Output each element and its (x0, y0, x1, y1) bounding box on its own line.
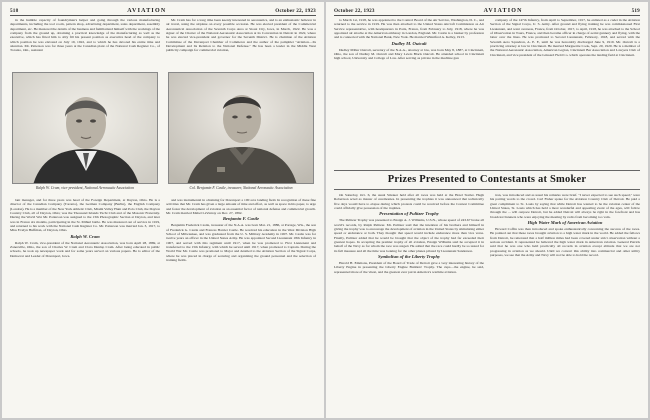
subhead-liberty-trophy: Symbolism of the Liberty Trophy (377, 254, 441, 260)
right-date: October 22, 1923 (334, 7, 375, 14)
left-page-number: 518 (10, 7, 19, 14)
left-col2-lower-text: and was instrumental in obtaining for Davenport a 100 acre landing field. In recognition of these fine activities that Mr. Cram has given a large amount of time and effort, as well as space in his paper, to urge and foster the development of aviation as an essential factor of national defense and commercial growth. Mr. Cram married Mabel LaVarnay on Dec. 27, 1892. Benjamin F. Castle Benjamin Frederick Castle, treasurer of the N.A.A. was born Mar. 21, 1886, at Portage, Wis., the son of Frederick G. Castle and Frances Harriet Castle. He received his education in the West Division High School of Milwaukee, and was graduated from the U. S. Military Academy in 1907. Mr. Castle was for twelve years an officer in the United States Army. He was appointed Second Lieutenant 18th Infantry in 1907, and served with this regiment until 1917, when he was promoted to First Lieutenant and transferred to the 15th Infantry, with which he served until 1917, when promoted to Captain. During the World War Mr. Castle was promoted to Major and detailed to the Aviation Section of the Signal Corps, where he was placed in charge of securing and organizing the ground personnel and the selection of training fields. (166, 198, 316, 263)
headline-rule-bottom (334, 189, 640, 190)
caption-benjamin-castle: Col. Benjamin F. Castle, treasurer, National Aeronautic Association (189, 186, 293, 190)
left-date: October 22, 1923 (275, 7, 316, 14)
left-col1-lower-text: lant manager, and for three years was head of the Foreign Department, at Dayton, Ohio. He is a director of the Canadian Company (Toronto), the German Company (Berlin), the English Company (London). He is a member of the New York Athletic Club, Miami Valley Hunt and Polo Club, the Dayton Country Club, all of Dayton, Ohio; was the Thousand Islands Yacht Club and of the Masonic Fraternity. During the World War Mr. Patterson was assigned to the 13th Photographic Section at Dayton, and later was in France six months, participating in the St. Mihiel battle. He was mustered out of service in 1919, and returned to his work with the National Cash Register Co. Mr. Patterson was married Jan. 3, 1917, to Miss Evelyn Huffman, of Dayton, Ohio. Ralph W. Cram Ralph W. Cram, vice-president of the National Aeronautic Association, was born April 28, 1869, at Zanesville, Ohio, the son of Charles W. Cram and Clara Dunlap Cram. After being educated in public schools, he took up newspaper work and for some years served on various papers. He is editor of the Democrat and Leader of Davenport, Iowa. (10, 198, 160, 258)
right-page (326, 2, 648, 418)
left-page (2, 2, 324, 418)
subhead-ralph-cram: Ralph W. Cram (70, 233, 100, 239)
photo-ralph-cram (12, 72, 158, 184)
headline-rule-top (334, 170, 640, 171)
right-col1-lower-text: On Saturday, Oct. 6, the usual Smoker held after all races was held at the Hotel Statler. Hugh Robertson acted as master of ceremonies. In presenting the trophies it was announced that technically five days would have to elapse during which protests could be received before the Contest Committee could officially give possession of the trophies. Presentation of Pulitzer Trophy The Pulitzer Trophy was presented to Ensign A. J. Williams, U.S.N., whose speed of 243.67 broke all world's records, by Ralph Pulitzer. Mr. Pulitzer said that the intention of his brothers and himself in giving the trophy was to encourage the development of aviation in the United States by stimulating either speed or endurance or both. They thought that speed would include endurance more than vice versa. Finally, Pulitzer added that he would be brought that the object of the trophy had far exceeded their greatest hopes. In accepting the premier trophy of all aviation, Ensign Williams said he accepted it in behalf of the Navy as for whom the race was staged. He added that the race could hardly be so tested for its full measure and all the time was looking for the other planes piloted by Lieutenant Sanderson. Symbolism of the Liberty Trophy Harold H. Emmons, President of the Board of Trade of Detroit gave a very interesting history of the Liberty Engine in presenting the Liberty Engine Builders' Trophy. The cups—the engine, he said, represented more of the vitest, and the greatest ever put in America's wartime aviation. (334, 193, 484, 274)
left-head-rule (10, 15, 316, 16)
left-masthead: AVIATION (127, 7, 167, 14)
caption-ralph-cram: Ralph W. Cram, vice-president, National Aeronautic Association (35, 186, 135, 190)
right-running-head (334, 6, 640, 15)
subhead-benjamin-castle: Benjamin F. Castle (222, 216, 260, 222)
subhead-high-water-mark: High Water Mark of American Aviation (527, 220, 603, 226)
right-col1-top-text: to March 1st, 1918, he was appointed to the Control Board of the Air Service, Washington, D. C., and returned to the service in 1919. He was then attached to the United States Aircraft Commission as Air Service representative, with headquarters in Paris, France, from February to July, 1918, where he was appointed air attache at the American embassy in London, England. Mr. Castle is a banker by profession and is connected with the National Bank, New York. He married Winnifred A. Kelley, 1913. Dudley M. Outcalt Dudley Miller Outcalt, secretary of the N.A.A., attorney at law, was born May 8, 1887, at Cincinnati, Ohio, the son of Dudley M. Outcalt and Mary Lewis Black Outcalt. He attended school in Cincinnati high school, University and College of Law. After serving as private in the machine gun (334, 18, 484, 61)
subhead-pulitzer-trophy: Presentation of Pulitzer Trophy (379, 211, 439, 217)
left-running-head (10, 6, 316, 15)
subhead-dudley-outcalt: Dudley M. Outcalt (391, 40, 427, 46)
portrait-ralph-cram-icon (13, 73, 158, 184)
right-page-number: 519 (631, 7, 640, 14)
portrait-benjamin-castle-icon (169, 73, 314, 184)
photo-benjamin-castle (168, 72, 314, 184)
left-col2-top-text: Mr. Cram has for a long time been keenly interested in aeronautics, and is an enthusiastic believer in air travel, using the airplane on every possible occasion. He was elected president of the Commercial Aeronautical Association of the Seventh Corps Area at Sioux City, Iowa, in March, 1922. He was a signer of the Charter of the National Aeronautic Association at its Convention in Detroit in 1922, where he was elected vice-president and governor for the Seventh District. He is chairman of the Aviation Committee of the Davenport Chamber of Commerce and the author of the pamphlet "Aviation—Its Development and Its Relation to the National Defense." He has been a leader in the Middle West publicity campaign for commercial aviation, (166, 18, 316, 53)
right-masthead: AVIATION (483, 7, 523, 14)
right-head-rule (334, 15, 640, 16)
article-headline: Prizes Presented to Contestants at Smoker (387, 174, 587, 185)
left-col1-top-text: in the humble capacity of foundryman's helper and going through the various manufacturing departments, including the tool room, pattern shop, advertising department, sales department, assembly department, etc. He mastered the details of the business and familiarized himself with the workings of the company from the ground up, obtaining a practical knowledge of the manufacturing as well as the executive, which has fitted him to ably fill his present position as executive head of the company to which position he was elevated on July 19, 1922, and to which he has devoted his entire time and attention. Mr. Patterson was for three years at the Canadian plant of the National Cash Register Co., of Toronto, Ont., assistant (10, 18, 160, 53)
right-col2-top-text: company of the 147th Infantry, from April to September, 1917, he enlisted as a cadet in the Aviation Section of the Signal Corps, U. S. Army. After ground and flying training he was commissioned First Lieutenant, and went overseas, France, from October, 1917, to April, 1918, he was attached to the School of Observation in Tours, France, and then became officer in charge of aerial gunnery and flying, with the latter over the lines. He was promoted to Second Lieutenant, February, 1918, and served with the Seventh Aero Squadron, A. E. F., until he was honorably discharged June 9, 1919. Mr. Outcalt is a practicing attorney at law in Cincinnati. He married Marguerite Cook, Sept. 20, 1920. He is a member of the National Aeronautic Association, American Legion, Cincinnati Bar Association and Lawyers Club of Cincinnati, and vice president of the Grissard Field Co. which operates the landing field at Cincinnati. (490, 18, 640, 57)
right-col2-lower-text: tran, was introduced and as usual his remarks were brief. "I never expected to see such speed," were his parting words to the crowd. Carl Fisher spoke for the Aviation Country Club of Detroit. He paid a great compliment to St. Louis by saying that while Detroit has wanted to be the aviation center of the United States, St. Louis which has held a most wonderful and appealing event of the ages, will follow through the ... will outpace Detroit, but he added Detroit will always be right in the forefront and has broadcast listeners who were enjoying the meeting by radio from becoming too vain. High Water Mark of American Aviation Howard Coffin was then introduced and spoke enthusiastically concerning the success of the races. He pointed out that these races brought aviation to a high water mark in the world. He added the fellows from Detroit, he reiterated that a half million miles had been covered under strict observation without a serious accident. It represented he believed the high water mark in American aviation. General Patrick said that he was one who held practically all records in aviation except altitude that we are not progressing in aviation as we should. Until we convert this ability into commercial and other utility purposes, we see that the Army and Navy will not be able to hold the record. (490, 193, 640, 258)
